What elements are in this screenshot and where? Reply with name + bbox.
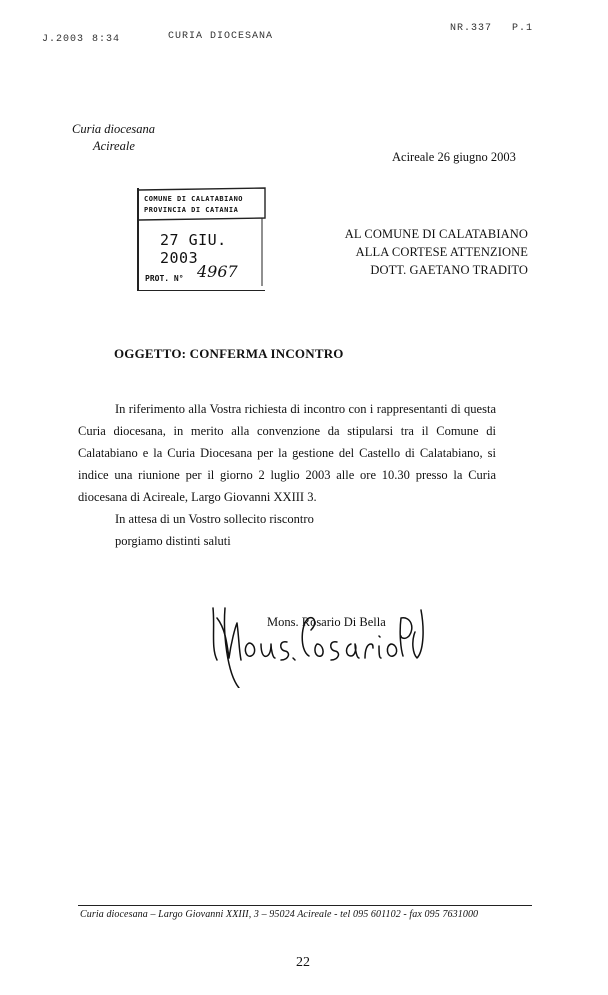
closing-line-1: In attesa di un Vostro sollecito riscontro [115, 512, 314, 526]
recipient-block [300, 225, 528, 279]
footer-rule [78, 905, 532, 906]
fax-sender-name: CURIA DIOCESANA [168, 31, 274, 42]
stamp-line-2: PROVINCIA DI CATANIA [144, 206, 239, 214]
handwritten-signature [205, 588, 435, 688]
fax-header [42, 23, 552, 51]
fax-time: 8:34 [92, 34, 121, 45]
recipient-line-1: AL COMUNE DI CALATABIANO [344, 227, 528, 241]
subject-line: OGGETTO: CONFERMA INCONTRO [114, 346, 344, 361]
page-number: 22 [296, 955, 310, 970]
protocol-stamp [137, 188, 265, 291]
recipient-line-2: ALLA CORTESE ATTENZIONE [355, 245, 528, 259]
fax-number: NR.337 [450, 23, 493, 34]
stamp-line-1: COMUNE DI CALATABIANO [144, 195, 244, 203]
fax-date: J.2003 [42, 34, 85, 45]
fax-page: P.1 [512, 23, 534, 34]
body-paragraph: In riferimento alla Vostra richiesta di incontro con i rappresentanti di questa Curia diocesana, in merito alla convenzione da stipularsi tra il Comune di Calatabiano e la Curia Diocesana per la gestione del Castello di Calatabiano, si indice una riunione per il giorno 2 luglio 2003 alle ore 10.30 presso la Curia diocesana di Acireale, Largo Giovanni XXIII 3. [78, 402, 496, 504]
sender-block [72, 121, 155, 155]
signature-printed-name: Mons. Rosario Di Bella [267, 615, 386, 629]
sender-line-2: Acireale [93, 139, 135, 153]
stamp-prot-number: 4967 [197, 262, 238, 281]
letter-date: Acireale 26 giugno 2003 [392, 150, 516, 164]
stamp-date: 27 GIU. 2003 [160, 231, 227, 267]
stamp-prot-label: PROT. N° [145, 274, 184, 283]
footer-address: Curia diocesana – Largo Giovanni XXIII, 3 – 95024 Acireale - tel 095 601102 - fax 095 7631000 [80, 909, 479, 920]
recipient-line-3: DOTT. GAETANO TRADITO [370, 263, 528, 277]
closing-line-2: porgiamo distinti saluti [115, 534, 231, 548]
sender-line-1: Curia diocesana [72, 122, 155, 136]
